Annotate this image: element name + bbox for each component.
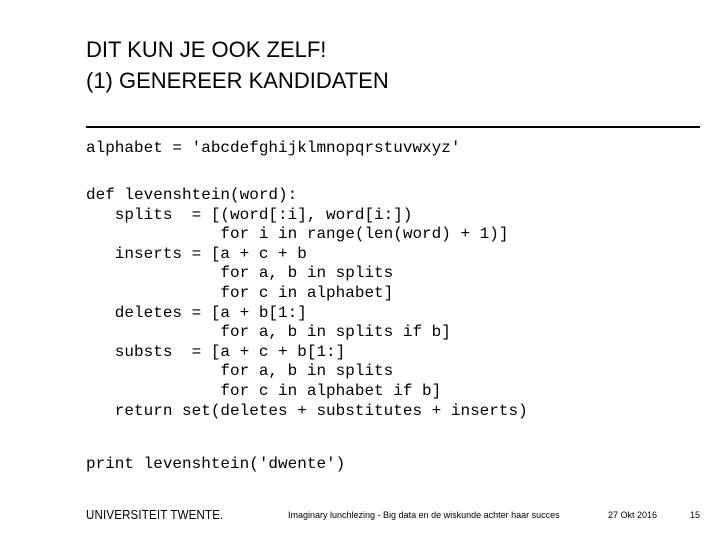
title-line-2: (1) GENEREER KANDIDATEN [86, 68, 389, 93]
page-number: 15 [690, 510, 701, 520]
university-logo: UNIVERSITEIT TWENTE. [86, 508, 224, 522]
code-line: for c in alphabet if b] [86, 381, 442, 400]
title-divider [86, 126, 700, 128]
code-line: splits = [(word[:i], word[i:]) [86, 205, 413, 224]
code-line: for a, b in splits if b] [86, 323, 451, 342]
footer-date: 27 Okt 2016 [608, 510, 658, 520]
code-line: deletes = [a + b[1:] [86, 303, 307, 322]
code-line: for a, b in splits [86, 362, 394, 381]
code-line: substs = [a + c + b[1:] [86, 342, 346, 361]
slide-footer [0, 508, 720, 528]
code-print-call: print levenshtein('dwente') [86, 455, 346, 473]
footer-talk-title: Imaginary lunchlezing - Big data en de wiskunde achter haar succes [288, 510, 560, 520]
slide-title [86, 34, 389, 96]
code-line: for a, b in splits [86, 264, 394, 283]
code-line: inserts = [a + c + b [86, 244, 307, 263]
code-levenshtein-function [86, 186, 528, 421]
code-line: for c in alphabet] [86, 283, 394, 302]
title-line-1: DIT KUN JE OOK ZELF! [86, 37, 327, 62]
code-line: return set(deletes + substitutes + inserts) [86, 401, 528, 420]
code-line: for i in range(len(word) + 1)] [86, 225, 509, 244]
code-alphabet: alphabet = 'abcdefghijklmnopqrstuvwxyz' [86, 139, 461, 157]
code-line: def levenshtein(word): [86, 186, 298, 204]
